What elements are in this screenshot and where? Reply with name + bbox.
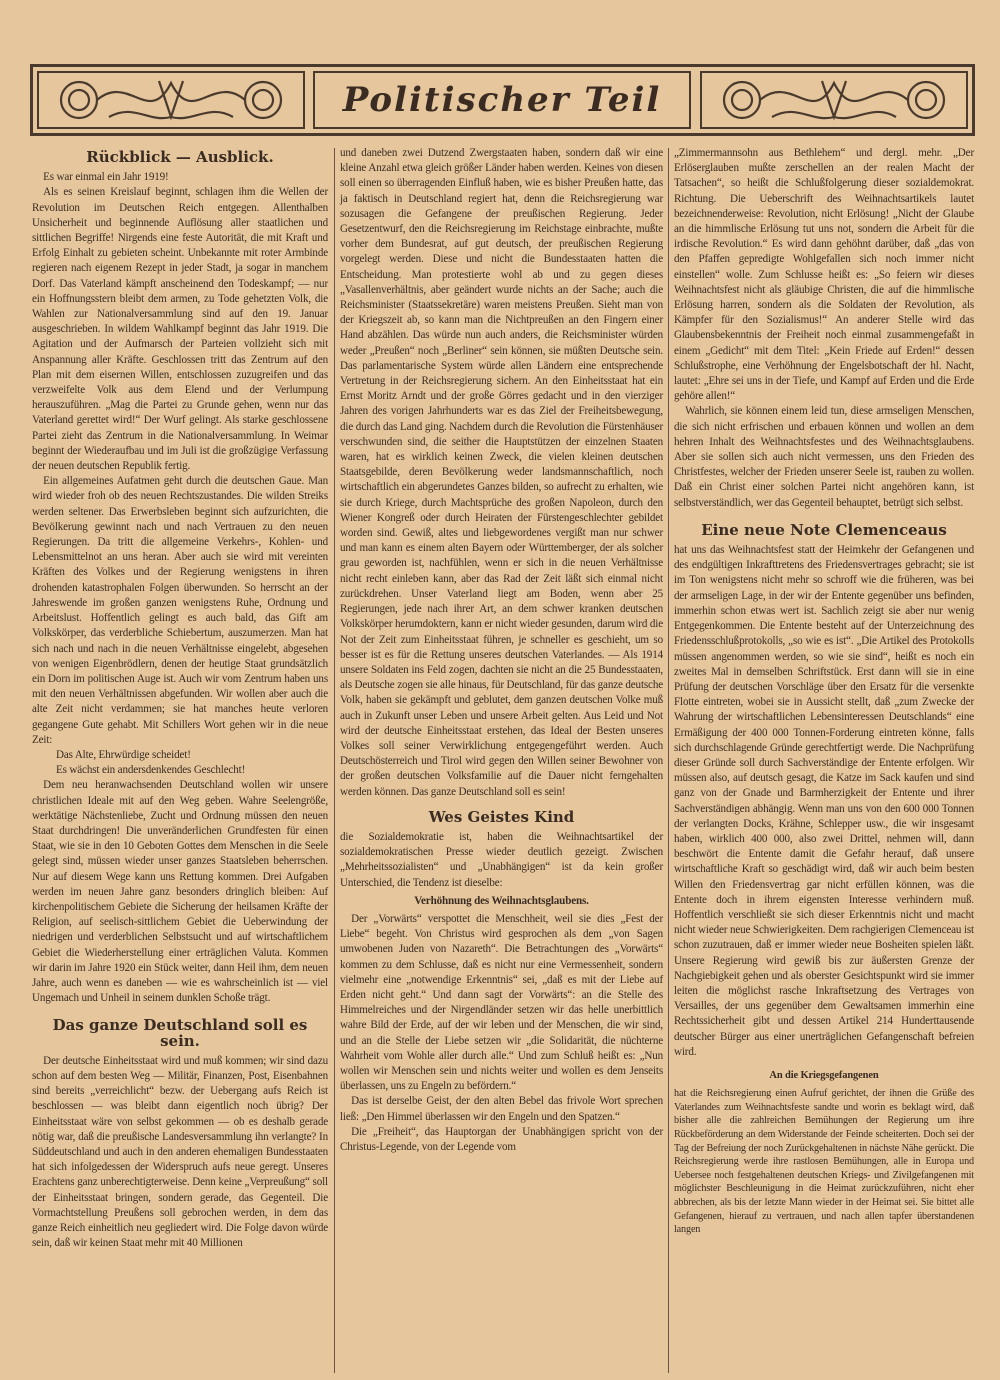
- paragraph: Dem neu heranwachsenden Deutschland wollen wir unsere christlichen Ideale mit auf den Weg geben. Wahre Seelengröße, werktätige Nächstenliebe, Zucht und Ordnung müssen den neuen Staat durchdringen! Die unveränderlichen Grundfesten für einen Staat, wie sie in den 10 Geboten Gottes dem Menschen in die Seele gelegt sind, müssen wieder unser ganzes Staatsleben beherrschen. Nur auf diesem Wege kann uns Rettung kommen. Drei Aufgaben werden im neuen Jahre ganz besonders dringlich bleiben: Auf kirchenpolitischem Gebiete die Sicherung der heilsamen Kräfte der Religion, auf seelisch-sittlichem Gebiet die Ueberwindung der niedrigen und verderblichen Selbstsucht und auf wirtschaftlichem Gebiet die Wiederherstellung einer erträglichen Valuta. Kommen wir darin im Jahre 1920 ein Stück weiter, dann Heil ihm, dem neuen Jahre, auch wenn es daneben — wie es wahrscheinlich ist — viel Ungemach und Unheil in seinem dunklen Schoße trägt.: [32, 779, 328, 1005]
- paragraph: Der „Vorwärts“ verspottet die Menschheit, weil sie dies „Fest der Liebe“ begeht. Von Christus wird gesprochen als dem „von Sagen umwobenen Juden von Nazareth“. Die Betrachtungen des „Vorwärts“ kommen zu dem Schlusse, daß es nicht nur eine Vermessenheit, sondern vielmehr eine „notwendige Erkenntnis“ sei, „daß es mit der Liebe auf Erden nicht geht.“ Und dann sagt der Vorwärts“: an die Stelle des Himmelreiches und der Nirgendländer setzen wir das helle unerbittlich wahre Bild der Erde, auf der wir leben und der Menschen, die wir sind, und an die Stelle der Liebe setzen wir „die Solidarität, die nüchterne Wahrheit vom Wohle aller durch alle.“ Und zum Schluß heißt es: „Nun wollen wir Menschen sein und nichts weiter und wollen es dem Jenseits überlassen, uns zu Engeln zu befördern.“: [340, 912, 663, 1093]
- section-title: Politischer Teil: [342, 80, 662, 120]
- article-heading: Rückblick — Ausblick.: [86, 148, 274, 166]
- paragraph: Ein allgemeines Aufatmen geht durch die deutschen Gaue. Man wird wieder froh ob des neuen Rechtszustandes. Die wilden Streiks werden seltener. Das Erwerbsleben beginnt sich aufzurichten, die Bevölkerung gewinnt nach und nach Vertrauen zu den neuen Regierungen. Da tritt die allgemeine Verkehrs-, Kohlen- und Lebensmittelnot an uns heran. Aber auch sie wird mit vereinten Kräften des Volkes und der Regierung wenigstens in ihren drohenden katastrophalen Folgen überwunden. So herrscht an der Jahreswende im großen ganzen wenigstens Ruhe, Ordnung und Arbeitslust. Hoffentlich gelingt es auch bald, das Gift am Volkskörper, das verderbliche Schiebertum, auszumerzen. Man hat sich nach und nach in die neuen Verhältnisse eingelebt, abgesehen von wenigen Eigenbrödlern, denen der heutige Staat grundsätzlich ein Dorn im politischen Auge ist. Auch wir vom Zentrum haben uns mit den neuen Verhältnissen abgefunden. Wir wollen aber auch die alte Zeit nicht verdammen; sie hat manches heute verloren gegangene Gute gehabt. Mit Schillers Wort gehen wir in die neue Zeit:: [32, 475, 328, 746]
- ornament-left: [37, 71, 305, 129]
- paragraph: Es war einmal ein Jahr 1919!: [43, 171, 169, 184]
- paragraph: die Sozialdemokratie ist, haben die Weihnachtsartikel der sozialdemokratischen Presse wieder deutlich gezeigt. Zwischen „Mehrheitssozialisten“ und „Unabhängigen“ ist da kein großer Unterschied, die Tendenz ist dieselbe:: [340, 830, 663, 889]
- ornament-right: [700, 71, 968, 129]
- paragraph: Die „Freiheit“, das Hauptorgan der Unabhängigen spricht von der Christus-Legende, von der Legende vom: [340, 1125, 663, 1153]
- title-box: [313, 71, 691, 129]
- article-heading: Das ganze Deutschland soll es sein.: [52, 1016, 308, 1050]
- paragraph: und daneben zwei Dutzend Zwergstaaten haben, sondern daß wir eine kleine Anzahl etwa gleich größer Länder haben werden. Keines von diesen soll einen so überragenden Einfluß haben, wie es bisher Preußen hatte, das ja faktisch in Deutschland regiert hat, denn die Reichsregierung war sozusagen die Gefangene der preußischen Regierung. Jeder Gesetzentwurf, den die Reichsregierung im Reichstage einbrachte, mußte vorher dem Bundesrat, auf gut deutsch, der preußischen Regierung vorgelegt werden. Diese und nicht die Bundesstaaten hatten die Entscheidung. Man protestierte wohl ab und zu gegen dieses „Vasallenverhältnis, aber geändert wurde nichts an der Sache; auch die Reichsminister (Staatssekretäre) waren meistens Preußen. Sieht man von der Kriegszeit ab, so kann man die Nichtpreußen an den Fingern einer Hand abzählen. Das würde nun auch anders, die Reichsminister würden weder „Preußen“ noch „Berliner“ sein können, sie müßten Deutsche sein. Das parlamentarische System würde allen Ländern eine entsprechende Vertretung in der Reichsregierung sichern. An den Einheitsstaat hat ein Ernst Moritz Arndt und der große Görres gedacht und in den vierziger Jahren des vorigen Jahrhunderts war es das Ziel der Freiheitsbewegung, die durch das Land ging. Nachdem durch die Revolution die Fürstenhäuser verschwunden sind, die seither die Hauptstützen der einzelnen Staaten waren, hat es wirklich keinen Zweck, die vielen kleinen deutschen Staatsgebilde, deren Bevölkerung weder landsmannschaftlich, noch wirtschaftlich ein abgerundetes Ganzes bilden, so aufrecht zu erhalten, wie sie durch Kriege, durch Machtsprüche des großen Napoleon, durch den Wiener Kongreß oder durch Heiraten der Fürstengeschlechter gebildet worden sind. Gewiß, altes und liebgewordenes vergißt man nur schwer und man kann es einem alten Bayern oder Württemberger, der als solcher grau geworden ist, nachfühlen, wenn er sich in die neuen Verhältnisse nicht recht einleben kann, aber das Rad der Zeit läßt sich einmal nicht zurückdrehen. Unser Vaterland liegt am Boden, wenn aber 25 Regierungen, jede nach ihrer Art, an dem schwer kranken deutschen Volkskörper herumdoktern, kann er nicht wieder gesunden, darum wird die Not der Zeit zum Einheitsstaat führen, je schneller es geschieht, um so besser ist es für die Rettung unseres deutschen Vaterlandes. — Als 1914 unsere Soldaten ins Feld zogen, dachten sie nicht an die 25 Bundesstaaten, als Deutsche zogen sie alle hinaus, für Deutschland, für das ganze deutsche Volk, haben sie gekämpft und geblutet, dem ganzen deutschen Volke muß auch in Zukunft unser Leben und unsere Arbeit gelten. Aus Leid und Not wird der deutsche Einheitsstaat erstehen, das Ideal der Besten unseres Volkes soll seiner Verwirklichung entgegengeführt werden. Auch Deutschösterreich und Tirol wird gegen den Willen seiner Bewohner von der großen deutschen Volksfamilie auf die Dauer nicht ferngehalten werden können. Das ganze Deutschland soll es sein!: [340, 147, 663, 798]
- paragraph: Das ist derselbe Geist, der den alten Bebel das frivole Wort sprechen ließ: „Den Himmel überlassen wir den Engeln und den Spatzen.“: [340, 1095, 663, 1123]
- column-2: [340, 146, 663, 1155]
- article-heading: Eine neue Note Clemenceaus: [701, 520, 947, 539]
- subheading: Verhöhnung des Weihnachtsglaubens.: [414, 894, 589, 907]
- column-1: [32, 146, 328, 1251]
- paragraph: „Zimmermannsohn aus Bethlehem“ und dergl. mehr. „Der Erlöserglauben mußte zerschellen an der realen Macht der Tatsachen“, so heißt die Schlußfolgerung dieser sozialdemokrat. Richtung. Die Ueberschrift des Weihnachtsartikels lautet bezeichnenderweise: Revolution, nicht Erlösung! „Nicht der Glaube an die himmlische Erlösung tut uns not, sondern die Arbeit für die irdische Revolution.“ Es wird dann gehöhnt darüber, daß „das von den Pfaffen gepredigte Wohlgefallen sich noch immer nicht einstellen“ wolle. Zum Schlusse heißt es: „So feiern wir dieses Weihnachtsfest nicht als gläubige Christen, die auf die himmlische Erlösung harren, sondern als die Soldaten der Revolution, als Kämpfer für den Sozialismus!“ An anderer Stelle wird das Glaubensbekenntnis der Freiheit noch einmal zusammengefaßt in einem „Gedicht“ mit dem Titel: „Kein Friede auf Erden!“ dessen Schlußstrophe, eine Verhöhnung der Engelsbotschaft der hl. Nacht, lautet: „Ehre sei uns in der Tiefe, und Kampf auf Erden und die Erde gehöre allen!“: [674, 147, 974, 403]
- paragraph: hat die Reichsregierung einen Aufruf gerichtet, der ihnen die Grüße des Vaterlandes zum Weihnachtsfeste sandte und worin es beklagt wird, daß bisher alle die zahlreichen Bemühungen der Regierung um ihre Rückbeförderung an dem Widerstande der Feinde scheiterten. Doch sei der Tag der Befreiung der noch Zurückgehaltenen in nächste Nähe gerückt. Die Reichsregierung werde ihre rastlosen Bemühungen, alle in Europa und Uebersee noch festgehaltenen deutschen Kriegs- und Zivilgefangenen mit möglichster Beschleunigung in die Heimat zurückzuführen, nicht eher abbrechen, als bis der letzte Mann wieder in der Heimat sei. Sie bittet alle Gefangenen, hierauf zu vertrauen, und nach allen tapfer überstandenen langen: [674, 1088, 974, 1236]
- article-heading-small: An die Kriegsgefangenen: [769, 1069, 879, 1081]
- paragraph: Der deutsche Einheitsstaat wird und muß kommen; wir sind dazu schon auf dem besten Weg — Militär, Finanzen, Post, Eisenbahnen sind bereits „verreichlicht“ bezw. der Uebergang aufs Reich ist beschlossen — was bleibt dann eigentlich noch übrig? Der Einheitsstaat wäre von selbst gekommen — ob es deshalb gerade nötig war, daß die preußische Landesversammlung ihn verlangte? In Süddeutschland und auch in den anderen ehemaligen Bundesstaaten hat sich infolgedessen der Widerspruch aufs neue geregt. Unseres Erachtens ganz unberechtigterweise. Denn keine „Verpreußung“ soll der Einheitsstaat bringen, sondern gerade, das Gegenteil. Die Vormachtstellung Preußens soll gebrochen werden, in dem das ganze Reich einheitlich neu gegliedert wird. Die Folge davon würde sein, daß wir keinen Staat mehr mit 40 Millionen: [32, 1054, 328, 1250]
- paragraph: Als es seinen Kreislauf beginnt, schlagen ihm die Wellen der Revolution im Deutschen Reich entgegen. Allenthalben Unsicherheit und beginnende Auflösung aller staatlichen und sittlichen Begriffe! Nirgends eine feste Autorität, die mit Kraft und Erfolg Einhalt zu gebieten scheint. Unbekannte mit roter Armbinde regieren nach eigenem Rezept in jeder Stadt, ja sogar in manchem Dorf. Das Vaterland kämpft anscheinend den Todeskampf; — nur ein Hoffnungsstern bleibt dem armen, zu Tode gehetzten Volk, die Wahlen zur Nationalversammlung sind auf den 19. Januar ausgeschrieben. In wildem Wahlkampf beginnt das Jahr 1919. Die Agitation und der Aufmarsch der Parteien vollzieht sich mit Anspannung aller Kräfte. Geschlossen tritt das Zentrum auf den Plan mit dem eisernen Willen, entschlossen zuzugreifen und das verzweifelte Volk aus dem Elend und der Verlumpung herauszuführen. „Mag die Partei zu Grunde gehen, wenn nur das Vaterland gerettet wird!“ Der Wurf gelingt. Als starke geschlossene Partei zieht das Zentrum in die Nationalversammlung. In Weimar beginnt der Wiederaufbau und im Juli ist die großzügige Verfassung der neuen deutschen Republik fertig.: [32, 186, 328, 473]
- section-header: [30, 64, 975, 136]
- verse-line: Das Alte, Ehrwürdige scheidet!: [56, 748, 191, 761]
- paragraph: hat uns das Weihnachtsfest statt der Heimkehr der Gefangenen und des endgültigen Inkrafttretens des Friedensvertrages gebracht; sie ist im Ton wenigstens nicht mehr so schroff wie die früheren, was bei der armseligen Lage, in der wir der Entente gegenüber uns befinden, immerhin schon etwas wert ist. Sachlich zeigt sie aber nur wenig Entgegenkommen. Die Entente besteht auf der Unterzeichnung des Friedensschlußprotokolls, „so wie es ist“. „Die Artikel des Protokolls müssen angenommen werden, so wie sie sind“, heißt es noch ein zweites Mal in demselben Schriftstück. Erst dann will sie in eine Prüfung der deutschen Vorschläge über den Ersatz für die versenkte Flotte eintreten, wobei sie in Aussicht stellt, daß „zum Zwecke der Wahrung der wirtschaftlichen Lebensinteressen Deutschlands“ eine Ermäßigung der 400 000 Tonnen-Forderung eintreten könne, falls sich durchschlagende Gründe gerechtfertigt werde. Die Nachprüfung dieser Gründe soll durch Sachverständige der Entente erfolgen. Wir müssen also, auf deutsch gesagt, die Katze im Sack kaufen und sind ganz von der Gnade und Barmherzigkeit der Entente und ihrer Sachverständigen abhängig. Wenn man uns von den 600 000 Tonnen der verlangten Docks, Krähne, Schlepper usw., die wir insgesamt haben, wirklich 400 000, also zwei Drittel, nehmen will, dann beschwört die Entente damit die Gefahr herauf, daß unsere wirtschaftliche Kraft so geschädigt wird, daß wir auch beim besten Willen den Friedensvertrag gar nicht erfüllen können, was die Entente doch in ihrem eigensten Interesse verhindern muß. Hoffentlich verschließt sie sich dieser Erkenntnis nicht und macht nicht wieder neue Schwierigkeiten. Dem rachgierigen Clemenceau ist schon zuzutrauen, daß er immer wieder neue Bosheiten spielen läßt. Unsere Regierung wird gewiß bis zur äußersten Grenze der Nachgiebigkeit gehen und als oberster Gesichtspunkt wird sie immer leiten die möglichst rasche Inkraftsetzung des Vertrages von Versailles, der uns gegenüber dem Gewaltsamen immerhin eine Rechtssicherheit gibt und dessen Artikel 214 Hunderttausende deutscher Bürger aus einer unerträglichen Gefangenschaft befreien wird.: [674, 544, 974, 1058]
- column-rule: [668, 148, 669, 1373]
- paragraph: Wahrlich, sie können einem leid tun, diese armseligen Menschen, die sich nicht erfrischen und erbauen können und wollen an dem hehren Inhalt des Weihnachtsfestes und des Weihnachtsglaubens. Aber sie sollen sich auch nicht vermessen, uns den Frieden des Christfestes, welcher der Frieden unserer Seele ist, rauben zu wollen. Daß ein Christ einer solchen Partei nicht angehören kann, ist selbstverständlich, wer das Gegenteil behauptet, betrügt sich selbst.: [674, 405, 974, 509]
- column-rule: [334, 148, 335, 1373]
- article-heading: Wes Geistes Kind: [428, 807, 575, 826]
- column-3: [674, 146, 974, 1237]
- verse-line: Es wächst ein andersdenkendes Geschlecht!: [56, 764, 246, 777]
